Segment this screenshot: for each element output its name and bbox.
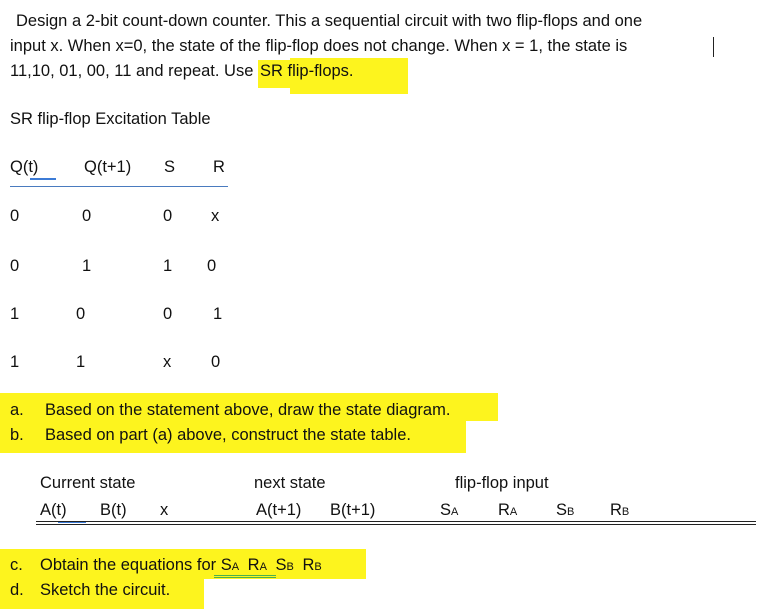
exc-r2-r: 1 xyxy=(213,305,223,323)
col-sb-sub: B xyxy=(567,506,575,518)
exc-r0-qt: 0 xyxy=(10,207,20,225)
excitation-table-title: SR flip-flop Excitation Table xyxy=(10,110,211,128)
eq-sb: SB xyxy=(275,556,294,574)
problem-line-3-text: 11,10, 01, 00, 11 and repeat. Use xyxy=(10,62,258,80)
task-b-text: Based on part (a) above, construct the state table. xyxy=(45,426,411,444)
header-qt: Q(t) xyxy=(10,158,39,176)
col-sa xyxy=(440,501,458,520)
col-x: x xyxy=(160,501,169,519)
exc-r3-r: 0 xyxy=(211,353,221,371)
excitation-header-rule xyxy=(10,186,228,187)
problem-line-3 xyxy=(10,62,358,81)
text-cursor xyxy=(713,37,714,57)
exc-r1-qt: 0 xyxy=(10,257,20,275)
col-ra-letter: R xyxy=(498,501,510,519)
exc-r0-s: 0 xyxy=(163,207,173,225)
for-sa-underline xyxy=(214,572,276,578)
exc-r1-s: 1 xyxy=(163,257,173,275)
col-sb xyxy=(556,501,574,520)
col-bt1: B(t+1) xyxy=(330,501,376,519)
exc-r1-qt1: 1 xyxy=(82,257,92,275)
state-table-rule-1 xyxy=(36,521,756,522)
sr-flipflops-highlight: SR flip-flops. xyxy=(258,60,358,88)
task-a-text: Based on the statement above, draw the state diagram. xyxy=(45,401,451,419)
state-table-current-state: Current state xyxy=(40,474,136,492)
eq-rb: RB xyxy=(302,556,322,574)
exc-r3-qt1: 1 xyxy=(76,353,86,371)
exc-r3-s: x xyxy=(163,353,172,371)
problem-line-2: input x. When x=0, the state of the flip-flop does not change. When x = 1, the state is xyxy=(10,37,628,55)
state-table-ff-input: flip-flop input xyxy=(455,474,549,492)
col-at: A(t) xyxy=(40,501,67,519)
col-sb-letter: S xyxy=(556,501,568,519)
exc-r1-r: 0 xyxy=(207,257,217,275)
eq-sa: SA xyxy=(220,556,240,574)
state-table-next-state: next state xyxy=(254,474,326,492)
eq-ra: RA xyxy=(247,556,267,574)
header-qt1: Q(t+1) xyxy=(84,158,132,176)
col-at1: A(t+1) xyxy=(256,501,302,519)
task-d-marker: d. xyxy=(10,581,24,599)
header-s: S xyxy=(164,158,176,176)
col-bt: B(t) xyxy=(100,501,127,519)
col-sa-sub: A xyxy=(451,506,459,518)
task-c xyxy=(40,556,322,575)
header-r: R xyxy=(213,158,225,176)
task-c-text: Obtain the equations for xyxy=(40,556,221,574)
exc-r0-r: x xyxy=(211,207,220,225)
col-rb-letter: R xyxy=(610,501,622,519)
state-table-rule-2 xyxy=(36,524,756,525)
task-b-marker: b. xyxy=(10,426,24,444)
col-rb xyxy=(610,501,629,520)
col-rb-sub: B xyxy=(621,506,630,518)
task-d-text: Sketch the circuit. xyxy=(40,581,171,599)
exc-r2-qt1: 0 xyxy=(76,305,86,323)
col-ra-sub: A xyxy=(509,506,518,518)
exc-r2-s: 0 xyxy=(163,305,173,323)
task-c-marker: c. xyxy=(10,556,23,574)
qt-underline xyxy=(30,175,56,180)
col-ra xyxy=(498,501,517,520)
task-a-marker: a. xyxy=(10,401,24,419)
problem-line-1: Design a 2-bit count-down counter. This a sequential circuit with two flip-flops and one xyxy=(16,12,643,30)
exc-r2-qt: 1 xyxy=(10,305,20,323)
exc-r3-qt: 1 xyxy=(10,353,20,371)
col-sa-letter: S xyxy=(440,501,452,519)
exc-r0-qt1: 0 xyxy=(82,207,92,225)
